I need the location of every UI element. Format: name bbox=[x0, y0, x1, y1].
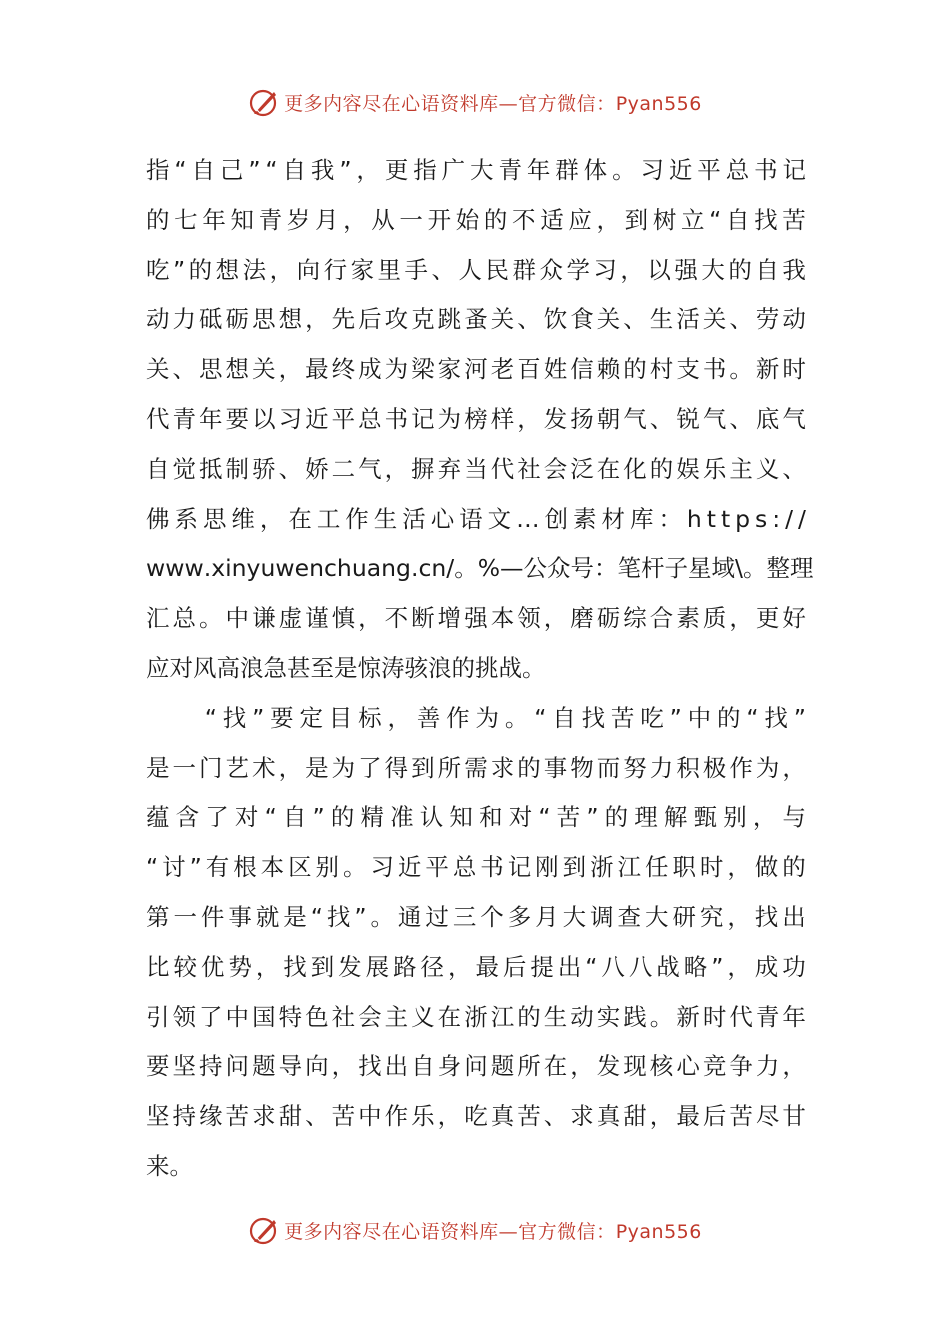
quill-logo-icon bbox=[248, 1214, 280, 1246]
banner-wx-label: 官方微信： bbox=[518, 92, 616, 115]
banner-separator: — bbox=[498, 1220, 519, 1243]
text-line: 代 青 年 要 以 习 近 平 总 书 记 为 榜 样 ， 发 扬 朝 气 、 锐 气 、 底 气 bbox=[146, 404, 806, 433]
banner-text bbox=[284, 1217, 702, 1244]
text-line: 吃 ” 的 想 法 ， 向 行 家 里 手 、 人 民 群 众 学 习 ， 以 强 大 的 自 我 bbox=[146, 255, 806, 284]
text-line: 指 “ 自 己 ” “ 自 我 ” ， 更 指 广 大 青 年 群 体 。 习 近 平 总 书 记 bbox=[146, 156, 806, 184]
text-line: 的 七 年 知 青 岁 月 ， 从 一 开 始 的 不 适 应 ， 到 树 立 “ 自 找 苦 bbox=[146, 205, 806, 234]
banner-wx-id: Pyan556 bbox=[615, 1220, 702, 1243]
banner-wx-id: Pyan556 bbox=[615, 92, 702, 115]
quill-logo-icon bbox=[248, 86, 280, 118]
text-line: 坚 持 缘 苦 求 甜 、 苦 中 作 乐 ， 吃 真 苦 、 求 真 甜 ， 最 后 苦 尽 甘 bbox=[146, 1102, 806, 1131]
text-line: 应对风高浪急甚至是惊涛骇浪的挑战。 bbox=[146, 653, 546, 682]
banner-main: 更多内容尽在心语资料库 bbox=[284, 1220, 499, 1243]
footer-banner bbox=[0, 1210, 950, 1250]
text-line: 汇 总 。 中 谦 虚 谨 慎 ， 不 断 增 强 本 领 ， 磨 砺 综 合 素 质 ， 更 好 bbox=[146, 604, 806, 633]
header-banner bbox=[0, 82, 950, 122]
document-body bbox=[146, 146, 814, 1192]
text-line: 来。 bbox=[146, 1151, 193, 1180]
banner-main: 更多内容尽在心语资料库 bbox=[284, 92, 499, 115]
paragraph-1 bbox=[146, 146, 814, 694]
banner-wx-label: 官方微信： bbox=[518, 1220, 616, 1243]
text-line: 动 力 砥 砺 思 想 ， 先 后 攻 克 跳 蚤 关 、 饮 食 关 、 生 活 关 、 劳 动 bbox=[146, 305, 806, 334]
paragraph-2 bbox=[146, 694, 806, 1192]
text-line: 比 较 优 势 ， 找 到 发 展 路 径 ， 最 后 提 出 “ 八 八 战 略 ” ， 成 功 bbox=[146, 952, 806, 981]
text-line: 是 一 门 艺 术 ， 是 为 了 得 到 所 需 求 的 事 物 而 努 力 积 极 作 为 ， bbox=[146, 753, 806, 782]
text-line: 蕴 含 了 对 “ 自 ” 的 精 准 认 知 和 对 “ 苦 ” 的 理 解 甄 别 ， 与 bbox=[146, 803, 806, 832]
banner-text bbox=[284, 89, 702, 116]
text-line: 佛 系 思 维 ， 在 工 作 生 活 心 语 文 … 创 素 材 库 ： h t t p s : / / bbox=[146, 504, 806, 533]
text-line: “ 讨 ” 有 根 本 区 别 。 习 近 平 总 书 记 刚 到 浙 江 任 职 时 ， 做 的 bbox=[146, 853, 806, 882]
text-line: 自 觉 抵 制 骄 、 娇 二 气 ， 摒 弃 当 代 社 会 泛 在 化 的 娱 乐 主 义 、 bbox=[146, 454, 806, 483]
text-line: 要 坚 持 问 题 导 向 ， 找 出 自 身 问 题 所 在 ， 发 现 核 心 竞 争 力 ， bbox=[146, 1052, 806, 1081]
text-line: 第 一 件 事 就 是 “ 找 ” 。 通 过 三 个 多 月 大 调 查 大 研 究 ， 找 出 bbox=[146, 902, 806, 931]
text-line: 引 领 了 中 国 特 色 社 会 主 义 在 浙 江 的 生 动 实 践 。 新 时 代 青 年 bbox=[146, 1002, 806, 1031]
text-line: w w w . x i n y u w e n c h u a n g . c n / 。 % — 公 众 号 ： 笔 杆 子 星 域 \ 。 整 理 bbox=[146, 554, 814, 583]
text-line: 关 、 思 想 关 ， 最 终 成 为 梁 家 河 老 百 姓 信 赖 的 村 支 书 。 新 时 bbox=[146, 355, 806, 384]
banner-separator: — bbox=[498, 92, 519, 115]
text-line: “ 找 ” 要 定 目 标 ， 善 作 为 。 “ 自 找 苦 吃 ” 中 的 “ 找 ” bbox=[204, 703, 806, 732]
